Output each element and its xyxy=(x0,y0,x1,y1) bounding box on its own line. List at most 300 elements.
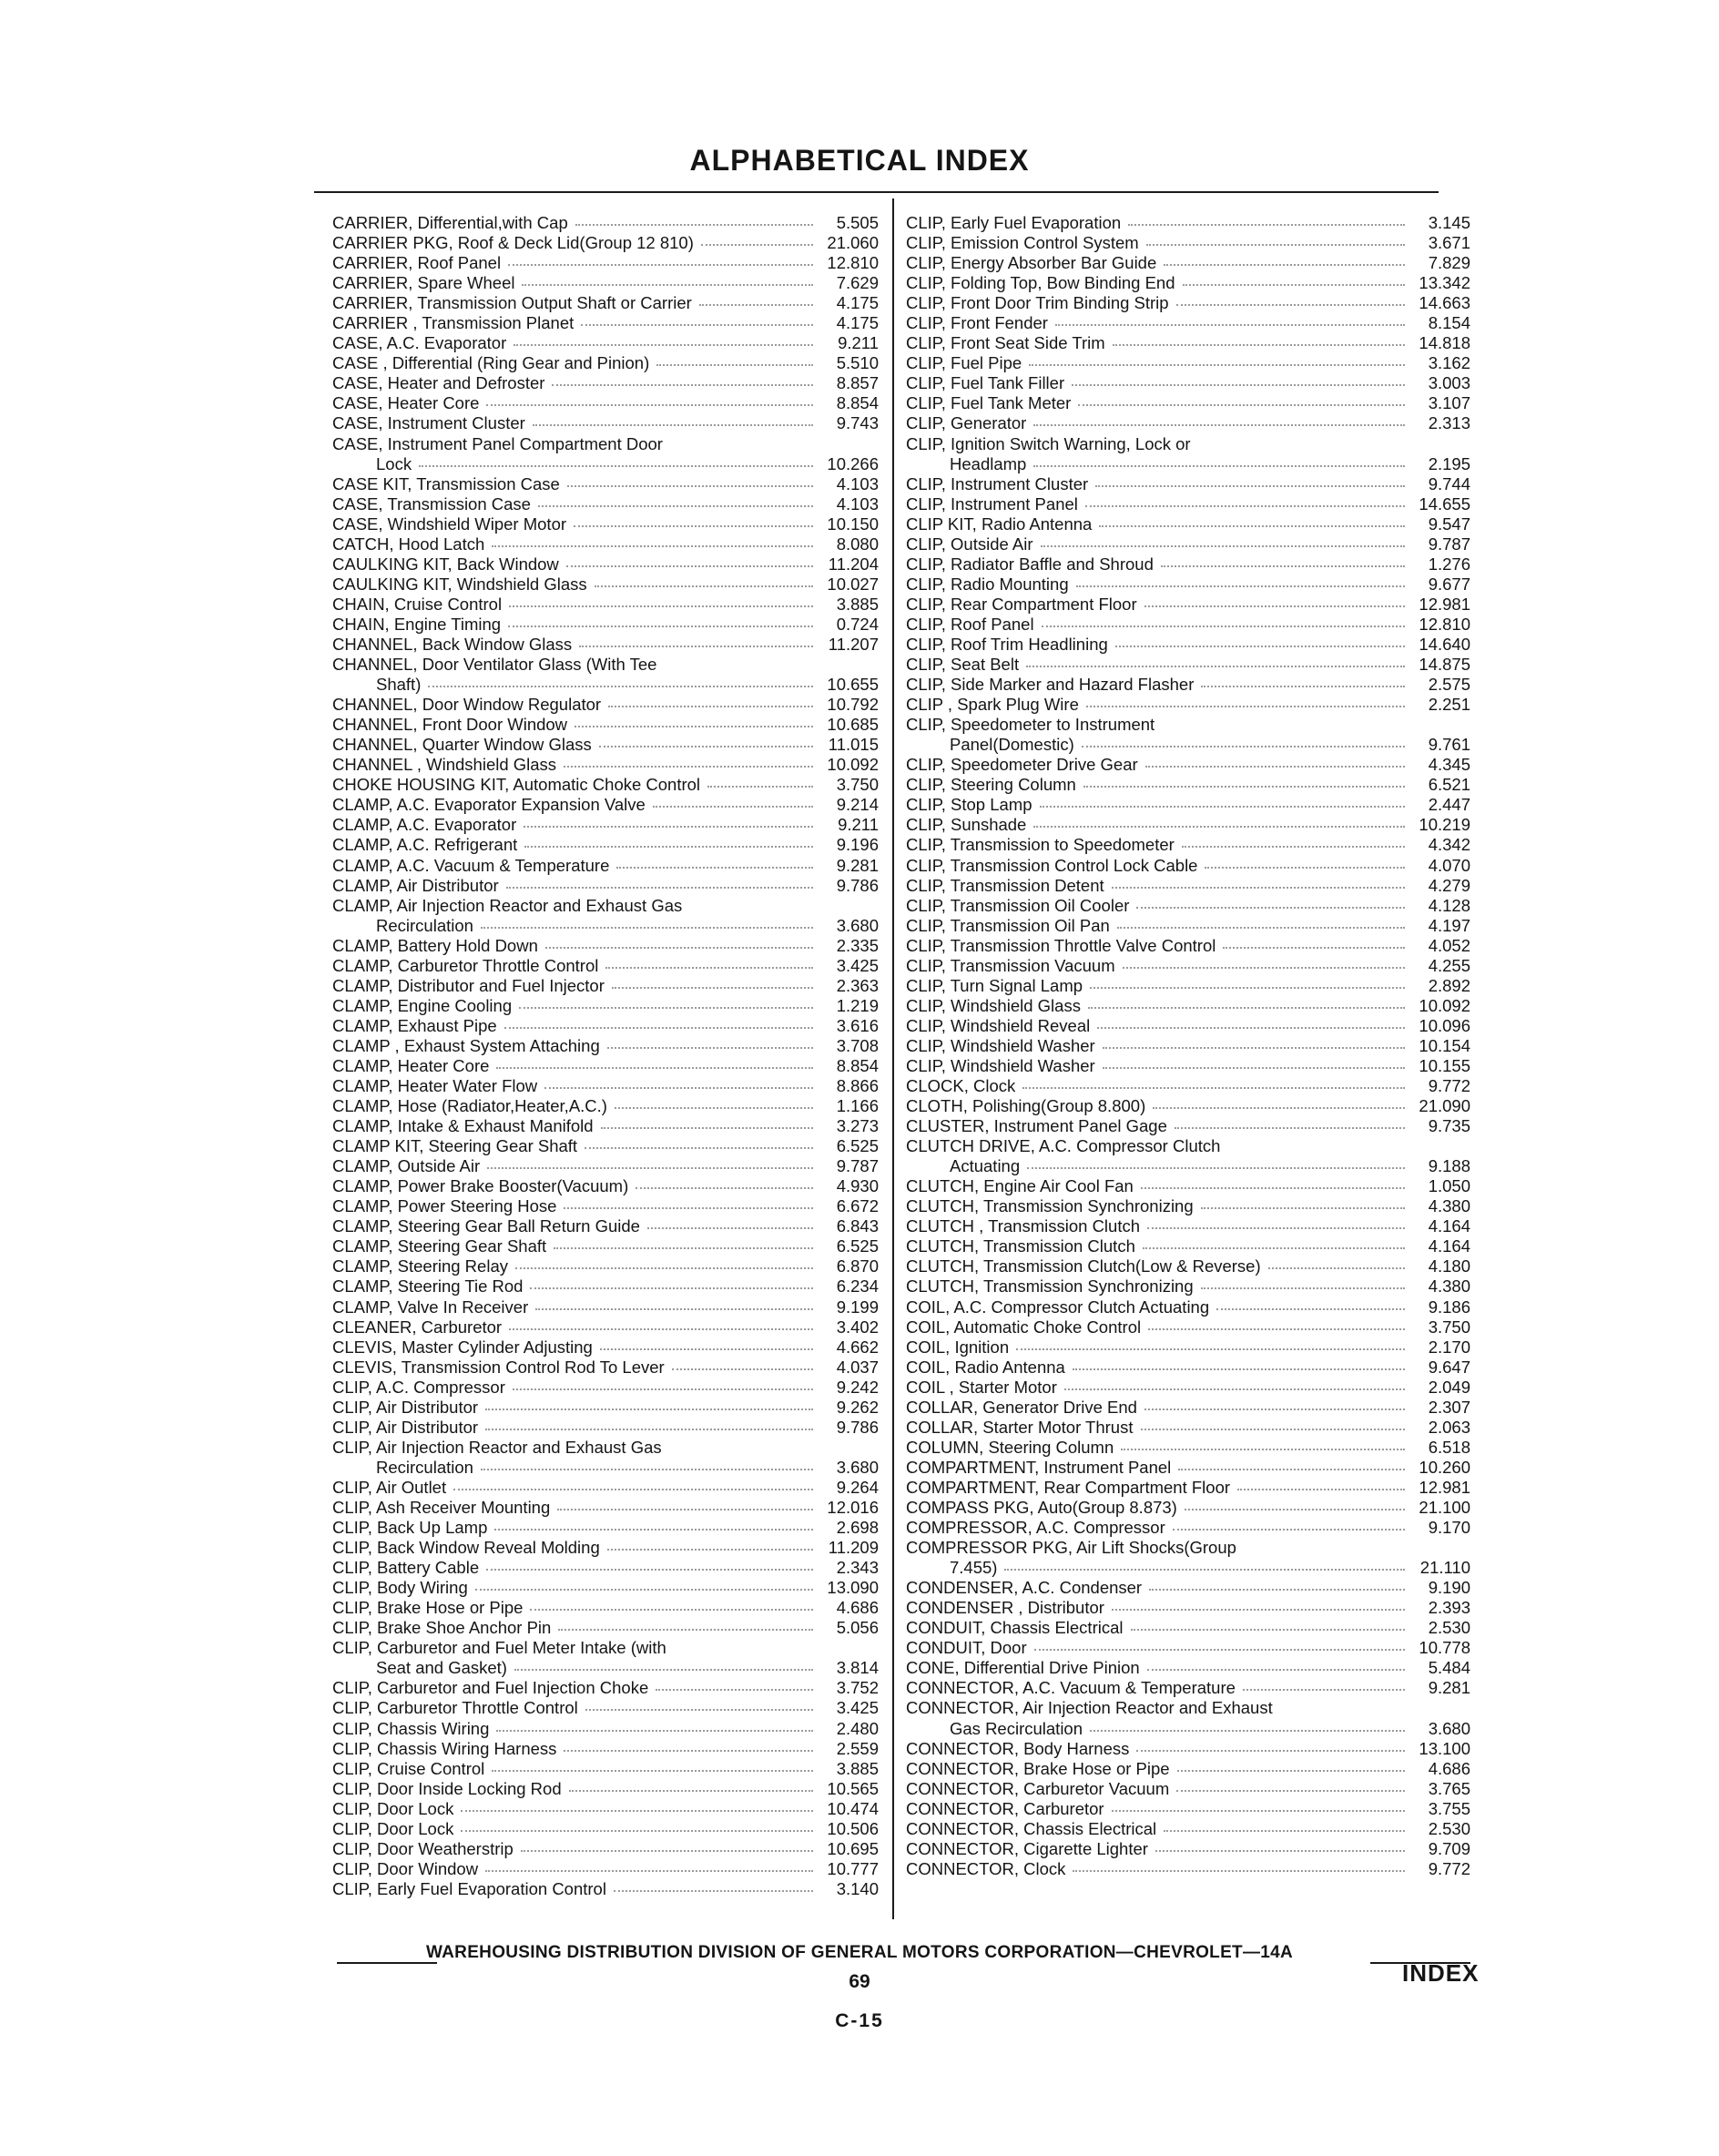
entry-term: CASE, Instrument Panel Compartment Door xyxy=(332,433,663,453)
entry-term: CASE, A.C. Evaporator xyxy=(332,333,507,353)
dot-leader xyxy=(1041,533,1405,547)
dot-leader xyxy=(1141,1175,1405,1189)
entry-group-number: 4.345 xyxy=(1428,755,1470,775)
dot-leader xyxy=(1198,434,1405,447)
dot-leader xyxy=(461,1797,813,1812)
entry-group-number: 12.981 xyxy=(1419,594,1470,614)
index-entry xyxy=(332,615,879,635)
dot-leader xyxy=(1083,773,1405,788)
dot-leader xyxy=(653,793,813,808)
dot-leader xyxy=(1177,1757,1405,1772)
dot-leader xyxy=(579,633,813,647)
entry-group-number: 3.107 xyxy=(1428,393,1470,413)
entry-term: CLUTCH, Transmission Clutch xyxy=(906,1236,1135,1256)
entry-term: CONNECTOR, Carburetor xyxy=(906,1798,1104,1818)
dot-leader xyxy=(485,1416,813,1430)
entry-term: CLIP, Stop Lamp xyxy=(906,795,1032,815)
index-entry xyxy=(906,514,1470,534)
dot-leader xyxy=(1205,854,1405,869)
dot-leader xyxy=(1117,914,1405,929)
entry-group-number: 8.080 xyxy=(836,534,879,554)
entry-group-number: 9.281 xyxy=(1428,1678,1470,1698)
index-entry xyxy=(332,413,879,433)
entry-term: CLAMP, A.C. Evaporator Expansion Valve xyxy=(332,795,646,815)
entry-term: CLIP, Ash Receiver Mounting xyxy=(332,1498,551,1517)
entry-group-number: 9.743 xyxy=(836,413,879,433)
dot-leader xyxy=(530,1275,813,1289)
entry-term: CLAMP, Carburetor Throttle Control xyxy=(332,955,599,975)
index-entry xyxy=(906,936,1470,956)
entry-group-number: 2.480 xyxy=(836,1718,879,1738)
index-entry xyxy=(906,293,1470,313)
entry-group-number: 4.279 xyxy=(1428,875,1470,895)
index-entry xyxy=(906,1839,1470,1859)
entry-term: CLIP, Windshield Washer xyxy=(906,1055,1095,1075)
entry-group-number: 3.162 xyxy=(1428,353,1470,373)
dot-leader xyxy=(514,331,813,346)
page-code: C-15 xyxy=(835,2010,884,2031)
entry-group-number: 3.680 xyxy=(836,1457,879,1477)
index-entry xyxy=(906,1478,1470,1498)
entry-term: CLIP, Air Distributor xyxy=(332,1397,479,1417)
entry-term: CLAMP, Heater Core xyxy=(332,1055,490,1075)
entry-term: CATCH, Hood Latch xyxy=(332,534,485,554)
index-entry xyxy=(332,1276,879,1297)
dot-leader xyxy=(538,493,813,507)
index-entry xyxy=(332,996,879,1016)
entry-group-number: 2.530 xyxy=(1428,1818,1470,1838)
dot-leader xyxy=(485,1857,813,1872)
entry-group-number: 10.154 xyxy=(1419,1035,1470,1055)
dot-leader xyxy=(1175,1114,1405,1129)
entry-group-number: 6.672 xyxy=(836,1196,879,1216)
dot-leader xyxy=(530,1596,813,1611)
dot-leader xyxy=(1176,291,1405,306)
dot-leader xyxy=(1090,1717,1405,1732)
dot-leader xyxy=(1162,715,1405,727)
entry-group-number: 9.262 xyxy=(836,1397,879,1417)
index-entry xyxy=(332,1036,879,1056)
dot-leader xyxy=(605,954,813,969)
index-entry xyxy=(332,273,879,293)
dot-leader xyxy=(496,1717,813,1732)
index-entry xyxy=(332,1076,879,1096)
index-entry xyxy=(332,554,879,575)
entry-term: CLIP, Roof Trim Headlining xyxy=(906,634,1108,654)
dot-leader xyxy=(566,553,813,567)
dot-leader xyxy=(581,311,813,326)
entry-group-number: 11.209 xyxy=(828,1538,879,1558)
entry-term: CLAMP , Exhaust System Attaching xyxy=(332,1035,600,1055)
entry-term: CLUTCH, Engine Air Cool Fan xyxy=(906,1176,1134,1196)
entry-group-number: 3.680 xyxy=(1428,1718,1470,1738)
index-entry xyxy=(332,856,879,876)
entry-term: CONDENSER, A.C. Condenser xyxy=(906,1578,1143,1598)
dot-leader xyxy=(1022,1074,1405,1089)
dot-leader xyxy=(1123,954,1405,969)
entry-term: CLIP, Chassis Wiring Harness xyxy=(332,1738,557,1758)
dot-leader xyxy=(1033,453,1405,467)
dot-leader xyxy=(1268,1255,1405,1269)
dot-leader xyxy=(1182,833,1405,848)
dot-leader xyxy=(1237,1476,1405,1490)
dot-leader xyxy=(475,1576,813,1591)
index-entry xyxy=(906,1638,1470,1658)
entry-group-number: 10.655 xyxy=(827,675,879,695)
dot-leader xyxy=(1016,1336,1405,1350)
index-entry xyxy=(906,474,1470,494)
index-entry xyxy=(332,976,879,996)
dot-leader xyxy=(670,434,813,447)
entry-term: CLIP, Front Door Trim Binding Strip xyxy=(906,293,1169,313)
dot-leader xyxy=(585,1696,813,1711)
title-rule xyxy=(314,191,1439,193)
entry-term: Lock xyxy=(376,453,412,473)
dot-leader xyxy=(1147,1215,1405,1229)
index-entry xyxy=(332,1317,879,1337)
entry-group-number: 9.677 xyxy=(1428,574,1470,594)
right-index-column xyxy=(906,213,1470,1879)
index-entry xyxy=(332,1819,879,1839)
dot-leader xyxy=(672,1356,813,1370)
dot-leader xyxy=(564,1737,813,1752)
index-entry xyxy=(906,996,1470,1016)
entry-group-number: 3.750 xyxy=(836,775,879,795)
entry-group-number: 4.930 xyxy=(836,1176,879,1196)
dot-leader xyxy=(544,1074,813,1089)
entry-group-number: 3.885 xyxy=(836,1758,879,1778)
dot-leader xyxy=(1178,1456,1405,1470)
dot-leader xyxy=(656,351,813,366)
index-entry xyxy=(906,1176,1470,1196)
index-entry xyxy=(332,1196,879,1216)
entry-group-number: 3.885 xyxy=(836,594,879,614)
dot-leader xyxy=(1153,1094,1405,1109)
index-entry xyxy=(332,373,879,393)
entry-term: CLIP, Seat Belt xyxy=(906,655,1020,675)
entry-group-number: 4.662 xyxy=(836,1337,879,1357)
entry-group-number: 4.103 xyxy=(836,493,879,514)
index-entry xyxy=(332,1256,879,1276)
index-entry xyxy=(332,1678,879,1698)
dot-leader xyxy=(492,1757,813,1772)
entry-group-number: 4.037 xyxy=(836,1357,879,1377)
index-entry xyxy=(906,976,1470,996)
index-entry xyxy=(906,655,1470,675)
entry-group-number: 10.092 xyxy=(827,755,879,775)
dot-leader xyxy=(1076,573,1405,587)
index-entry xyxy=(906,353,1470,373)
index-entry xyxy=(332,835,879,855)
index-entry xyxy=(332,1518,879,1538)
entry-group-number: 21.060 xyxy=(827,233,879,253)
entry-group-number: 2.530 xyxy=(1428,1618,1470,1638)
entry-group-number: 14.655 xyxy=(1419,493,1470,514)
entry-group-number: 6.525 xyxy=(836,1136,879,1156)
entry-group-number: 3.273 xyxy=(836,1116,879,1136)
dot-leader xyxy=(1115,633,1405,647)
dot-leader xyxy=(1082,733,1405,747)
dot-leader xyxy=(1164,1817,1405,1832)
entry-term: CLIP, Air Outlet xyxy=(332,1477,447,1497)
dot-leader xyxy=(1073,1356,1405,1370)
entry-group-number: 2.892 xyxy=(1428,975,1470,995)
entry-term: COIL, Radio Antenna xyxy=(906,1357,1065,1377)
entry-term: CLIP, Turn Signal Lamp xyxy=(906,975,1083,995)
dot-leader xyxy=(1185,1496,1405,1510)
entry-group-number: 4.686 xyxy=(1428,1758,1470,1778)
entry-term: CLIP , Spark Plug Wire xyxy=(906,695,1079,715)
index-entry xyxy=(332,916,879,936)
dot-leader xyxy=(535,1296,813,1310)
index-entry xyxy=(906,1136,1470,1156)
entry-term: CHANNEL, Quarter Window Glass xyxy=(332,735,592,755)
dot-leader xyxy=(1112,1797,1405,1812)
index-entry xyxy=(906,1096,1470,1116)
dot-leader xyxy=(1095,473,1405,487)
index-entry xyxy=(906,373,1470,393)
index-entry xyxy=(906,815,1470,835)
dot-leader xyxy=(496,1054,813,1069)
index-entry xyxy=(332,1236,879,1256)
index-entry xyxy=(332,1859,879,1879)
entry-term: CLIP, Brake Hose or Pipe xyxy=(332,1598,524,1618)
entry-term: CLIP KIT, Radio Antenna xyxy=(906,514,1093,534)
index-entry xyxy=(906,1698,1470,1718)
entry-term: CLIP, Front Fender xyxy=(906,313,1048,333)
dot-leader xyxy=(595,573,813,587)
index-entry xyxy=(332,333,879,353)
index-entry xyxy=(332,213,879,233)
left-index-column xyxy=(332,213,879,1899)
index-entry xyxy=(332,1638,879,1658)
entry-term: Headlamp xyxy=(950,453,1027,473)
page-title: ALPHABETICAL INDEX xyxy=(689,144,1030,177)
entry-term: CONNECTOR, Brake Hose or Pipe xyxy=(906,1758,1170,1778)
dot-leader xyxy=(1141,1416,1406,1430)
entry-term: 7.455) xyxy=(950,1558,998,1578)
dot-leader xyxy=(1090,974,1405,989)
dot-leader xyxy=(506,874,813,889)
dot-leader xyxy=(1148,1316,1405,1330)
entry-group-number: 5.484 xyxy=(1428,1658,1470,1678)
index-entry xyxy=(906,635,1470,655)
dot-leader xyxy=(1136,1737,1405,1752)
index-entry xyxy=(332,233,879,253)
entry-term: COMPRESSOR, A.C. Compressor xyxy=(906,1518,1165,1538)
index-entry xyxy=(906,534,1470,554)
entry-group-number: 10.155 xyxy=(1419,1055,1470,1075)
dot-leader xyxy=(1055,311,1405,326)
index-entry xyxy=(906,1558,1470,1578)
entry-term: CASE, Instrument Cluster xyxy=(332,413,525,433)
entry-term: CASE KIT, Transmission Case xyxy=(332,473,560,493)
dot-leader xyxy=(1033,813,1405,828)
dot-leader xyxy=(601,1114,813,1129)
index-entry xyxy=(906,333,1470,353)
entry-group-number: 3.680 xyxy=(836,915,879,935)
dot-leader xyxy=(1073,1857,1405,1872)
index-entry xyxy=(906,715,1470,735)
dot-leader xyxy=(533,412,813,426)
entry-term: CLIP, Door Inside Locking Rod xyxy=(332,1778,562,1798)
entry-term: CLAMP, Power Steering Hose xyxy=(332,1196,557,1216)
entry-term: CLAMP, Hose (Radiator,Heater,A.C.) xyxy=(332,1096,607,1116)
entry-group-number: 10.474 xyxy=(827,1798,879,1818)
entry-group-number: 4.686 xyxy=(836,1598,879,1618)
index-entry xyxy=(906,1317,1470,1337)
index-entry xyxy=(332,1598,879,1618)
index-entry xyxy=(332,956,879,976)
dot-leader xyxy=(1086,693,1405,707)
dot-leader xyxy=(701,231,813,246)
index-entry xyxy=(332,1839,879,1859)
dot-leader xyxy=(1143,1235,1405,1249)
dot-leader xyxy=(521,1837,813,1852)
entry-term: CLAMP, A.C. Evaporator xyxy=(332,815,517,835)
entry-group-number: 13.100 xyxy=(1419,1738,1470,1758)
entry-group-number: 7.629 xyxy=(836,273,879,293)
entry-group-number: 0.724 xyxy=(836,614,879,634)
index-entry xyxy=(332,434,879,454)
index-entry xyxy=(906,1658,1470,1678)
dot-leader xyxy=(419,453,813,467)
entry-term: CLIP, Door Window xyxy=(332,1858,479,1878)
entry-group-number: 9.786 xyxy=(836,875,879,895)
index-entry xyxy=(332,1378,879,1398)
entry-term: COMPASS PKG, Auto(Group 8.873) xyxy=(906,1498,1177,1517)
entry-term: CLEVIS, Transmission Control Rod To Lever xyxy=(332,1357,665,1377)
entry-group-number: 9.186 xyxy=(1428,1297,1470,1317)
dot-leader xyxy=(1112,874,1405,889)
entry-term: CLIP, Door Lock xyxy=(332,1798,454,1818)
dot-leader xyxy=(1183,271,1405,286)
entry-term: CLUTCH, Transmission Synchronizing xyxy=(906,1196,1194,1216)
entry-term: COIL , Starter Motor xyxy=(906,1377,1057,1397)
index-entry xyxy=(332,1538,879,1558)
entry-term: CLIP, Fuel Pipe xyxy=(906,353,1022,373)
entry-term: CAULKING KIT, Back Window xyxy=(332,554,559,574)
entry-term: CLIP, Transmission to Speedometer xyxy=(906,835,1175,855)
entry-group-number: 9.761 xyxy=(1428,735,1470,755)
entry-term: Recirculation xyxy=(376,1457,473,1477)
index-entry xyxy=(332,735,879,755)
index-entry xyxy=(332,1478,879,1498)
entry-term: CLIP, Instrument Panel xyxy=(906,493,1078,514)
dot-leader xyxy=(608,693,813,707)
entry-term: CONNECTOR, Cigarette Lighter xyxy=(906,1838,1148,1858)
entry-group-number: 6.518 xyxy=(1428,1437,1470,1457)
dot-leader xyxy=(515,1255,813,1269)
index-entry xyxy=(906,1538,1470,1558)
index-entry xyxy=(906,1256,1470,1276)
dot-leader xyxy=(599,733,813,747)
entry-group-number: 2.335 xyxy=(836,935,879,955)
dot-leader xyxy=(564,753,813,768)
entry-group-number: 4.180 xyxy=(1428,1256,1470,1276)
entry-group-number: 9.188 xyxy=(1428,1156,1470,1176)
dot-leader xyxy=(1029,351,1405,366)
index-entry xyxy=(906,233,1470,253)
entry-group-number: 12.016 xyxy=(827,1498,879,1517)
entry-group-number: 10.260 xyxy=(1419,1457,1470,1477)
entry-group-number: 2.393 xyxy=(1428,1598,1470,1618)
entry-term: CHANNEL, Door Window Regulator xyxy=(332,695,602,715)
entry-term: CLIP, Back Up Lamp xyxy=(332,1518,488,1538)
entry-group-number: 10.096 xyxy=(1419,1015,1470,1035)
entry-term: CLIP, Ignition Switch Warning, Lock or xyxy=(906,433,1191,453)
entry-term: Panel(Domestic) xyxy=(950,735,1074,755)
index-entry xyxy=(906,1216,1470,1236)
entry-term: CLIP, Battery Cable xyxy=(332,1558,480,1578)
entry-group-number: 14.818 xyxy=(1419,333,1470,353)
entry-term: CLIP, Early Fuel Evaporation xyxy=(906,213,1122,232)
entry-group-number: 12.981 xyxy=(1419,1477,1470,1497)
index-entry xyxy=(906,735,1470,755)
dot-leader xyxy=(1216,1296,1405,1310)
dot-leader xyxy=(1099,513,1405,527)
dot-leader xyxy=(607,1034,813,1049)
entry-group-number: 3.752 xyxy=(836,1678,879,1698)
index-entry xyxy=(906,1498,1470,1518)
entry-group-number: 8.154 xyxy=(1428,313,1470,333)
entry-term: CLAMP, Outside Air xyxy=(332,1156,481,1176)
entry-group-number: 8.854 xyxy=(836,1055,879,1075)
index-entry xyxy=(332,876,879,896)
index-entry xyxy=(906,1116,1470,1136)
dot-leader xyxy=(1026,653,1405,667)
index-entry xyxy=(332,1719,879,1739)
entry-group-number: 6.525 xyxy=(836,1236,879,1256)
entry-group-number: 3.765 xyxy=(1428,1778,1470,1798)
entry-term: CLIP, Carburetor and Fuel Meter Intake (with xyxy=(332,1638,666,1658)
index-entry xyxy=(332,1759,879,1779)
entry-term: CLIP, Early Fuel Evaporation Control xyxy=(332,1878,606,1898)
dot-leader xyxy=(486,1556,813,1571)
index-entry xyxy=(332,775,879,795)
entry-term: CLIP, Rear Compartment Floor xyxy=(906,594,1137,614)
entry-group-number: 6.234 xyxy=(836,1276,879,1297)
index-entry xyxy=(332,514,879,534)
entry-term: CHANNEL, Back Window Glass xyxy=(332,634,573,654)
entry-term: Seat and Gasket) xyxy=(376,1658,507,1678)
index-entry xyxy=(906,253,1470,273)
entry-term: CLIP, Chassis Wiring xyxy=(332,1718,490,1738)
index-entry xyxy=(906,956,1470,976)
entry-group-number: 9.787 xyxy=(1428,534,1470,554)
entry-term: COMPARTMENT, Instrument Panel xyxy=(906,1457,1172,1477)
entry-term: COLLAR, Starter Motor Thrust xyxy=(906,1417,1134,1437)
index-entry xyxy=(906,1598,1470,1618)
index-entry xyxy=(906,434,1470,454)
dot-leader xyxy=(1103,1054,1405,1069)
dot-leader xyxy=(585,1134,813,1149)
entry-term: CLIP, Carburetor Throttle Control xyxy=(332,1698,578,1718)
index-entry xyxy=(332,936,879,956)
dot-leader xyxy=(600,1336,813,1350)
entry-term: COIL, Automatic Choke Control xyxy=(906,1317,1142,1337)
entry-group-number: 9.281 xyxy=(836,855,879,875)
entry-group-number: 13.090 xyxy=(827,1578,879,1598)
dot-leader xyxy=(1144,593,1405,607)
entry-term: CLAMP, A.C. Refrigerant xyxy=(332,835,518,855)
entry-term: CHAIN, Cruise Control xyxy=(332,594,503,614)
entry-group-number: 11.204 xyxy=(828,554,879,574)
dot-leader xyxy=(1173,1516,1405,1531)
dot-leader xyxy=(607,1536,813,1551)
entry-group-number: 10.219 xyxy=(1419,815,1470,835)
dot-leader xyxy=(689,896,813,909)
